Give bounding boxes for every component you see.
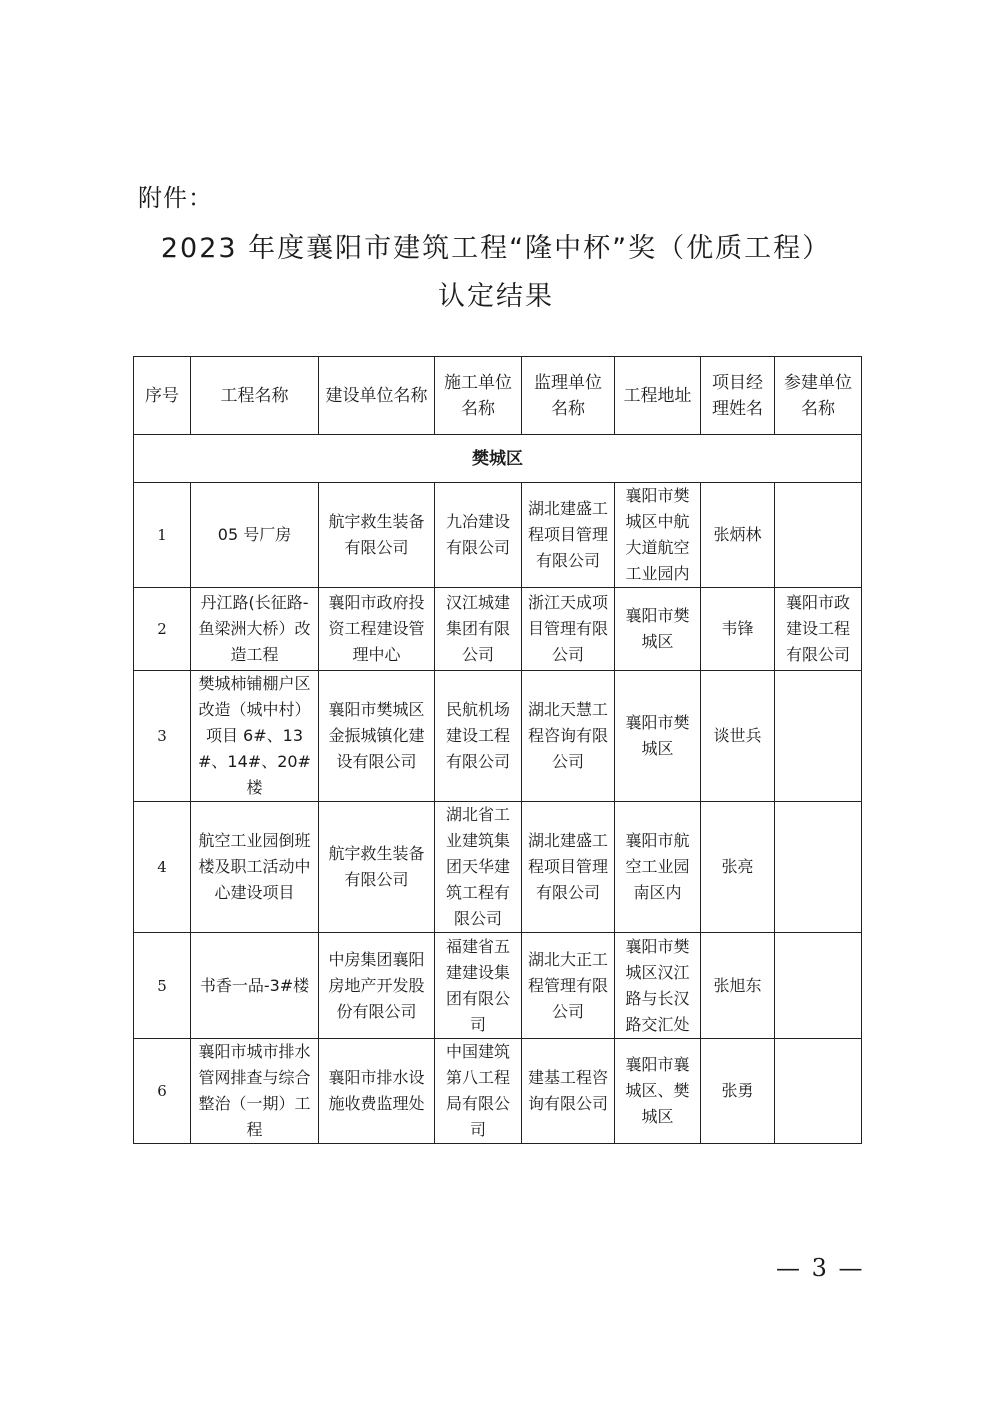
cell-project-name: 05 号厂房 (191, 483, 319, 588)
cell-supervisor: 浙江天成项目管理有限公司 (522, 588, 615, 671)
cell-project-name: 襄阳市城市排水管网排查与综合整治（一期）工程 (191, 1039, 319, 1144)
document-title-line-2: 认定结果 (438, 281, 554, 312)
cell-project-name: 丹江路(长征路-鱼梁洲大桥）改造工程 (191, 588, 319, 671)
cell-builder: 中房集团襄阳房地产开发股份有限公司 (319, 933, 435, 1039)
table-row (134, 588, 862, 671)
header-address: 工程地址 (615, 357, 701, 435)
table-row (134, 933, 862, 1039)
result-table (133, 356, 862, 1144)
header-supervisor: 监理单位名称 (522, 357, 615, 435)
cell-contractor: 湖北省工业建筑集团天华建筑工程有限公司 (435, 802, 522, 933)
cell-supervisor: 湖北大正工程管理有限公司 (522, 933, 615, 1039)
cell-contractor: 汉江城建集团有限公司 (435, 588, 522, 671)
cell-address: 襄阳市樊城区 (615, 671, 701, 802)
cell-manager: 谈世兵 (701, 671, 775, 802)
header-contractor: 施工单位名称 (435, 357, 522, 435)
header-participant: 参建单位名称 (775, 357, 862, 435)
header-project-name: 工程名称 (191, 357, 319, 435)
cell-supervisor: 湖北天慧工程咨询有限公司 (522, 671, 615, 802)
cell-contractor: 九冶建设有限公司 (435, 483, 522, 588)
cell-supervisor: 湖北建盛工程项目管理有限公司 (522, 802, 615, 933)
page-number: — 3 — (776, 1254, 865, 1282)
cell-project-name: 航空工业园倒班楼及职工活动中心建设项目 (191, 802, 319, 933)
cell-builder: 襄阳市政府投资工程建设管理中心 (319, 588, 435, 671)
cell-builder: 襄阳市樊城区金振城镇化建设有限公司 (319, 671, 435, 802)
cell-manager: 张炳林 (701, 483, 775, 588)
header-manager: 项目经理姓名 (701, 357, 775, 435)
cell-participant (775, 1039, 862, 1144)
district-row (134, 435, 862, 483)
cell-manager: 张亮 (701, 802, 775, 933)
cell-seq: 6 (134, 1039, 191, 1144)
cell-seq: 5 (134, 933, 191, 1039)
cell-address: 襄阳市樊城区中航大道航空工业园内 (615, 483, 701, 588)
attachment-label: 附件： (138, 184, 213, 212)
cell-participant (775, 671, 862, 802)
cell-builder: 航宇救生装备有限公司 (319, 483, 435, 588)
cell-participant (775, 483, 862, 588)
cell-supervisor: 建基工程咨询有限公司 (522, 1039, 615, 1144)
cell-manager: 韦锋 (701, 588, 775, 671)
cell-seq: 2 (134, 588, 191, 671)
cell-participant: 襄阳市政建设工程有限公司 (775, 588, 862, 671)
table-header-row (134, 357, 862, 435)
table-row (134, 483, 862, 588)
cell-address: 襄阳市樊城区 (615, 588, 701, 671)
cell-seq: 3 (134, 671, 191, 802)
cell-supervisor: 湖北建盛工程项目管理有限公司 (522, 483, 615, 588)
table-row (134, 1039, 862, 1144)
cell-builder: 襄阳市排水设施收费监理处 (319, 1039, 435, 1144)
cell-manager: 张勇 (701, 1039, 775, 1144)
cell-participant (775, 802, 862, 933)
district-label: 樊城区 (134, 435, 862, 483)
table-row (134, 802, 862, 933)
cell-address: 襄阳市樊城区汉江路与长汉路交汇处 (615, 933, 701, 1039)
header-builder: 建设单位名称 (319, 357, 435, 435)
table-row (134, 671, 862, 802)
cell-contractor: 中国建筑第八工程局有限公司 (435, 1039, 522, 1144)
cell-seq: 4 (134, 802, 191, 933)
cell-builder: 航宇救生装备有限公司 (319, 802, 435, 933)
cell-seq: 1 (134, 483, 191, 588)
cell-contractor: 民航机场建设工程有限公司 (435, 671, 522, 802)
cell-contractor: 福建省五建建设集团有限公司 (435, 933, 522, 1039)
header-seq: 序号 (134, 357, 191, 435)
cell-address: 襄阳市航空工业园南区内 (615, 802, 701, 933)
document-title-line-1: 2023 年度襄阳市建筑工程“隆中杯”奖（优质工程） (160, 233, 832, 264)
cell-project-name: 书香一品-3#楼 (191, 933, 319, 1039)
cell-address: 襄阳市襄城区、樊城区 (615, 1039, 701, 1144)
cell-participant (775, 933, 862, 1039)
cell-project-name: 樊城柿铺棚户区改造（城中村）项目 6#、13#、14#、20#楼 (191, 671, 319, 802)
cell-manager: 张旭东 (701, 933, 775, 1039)
